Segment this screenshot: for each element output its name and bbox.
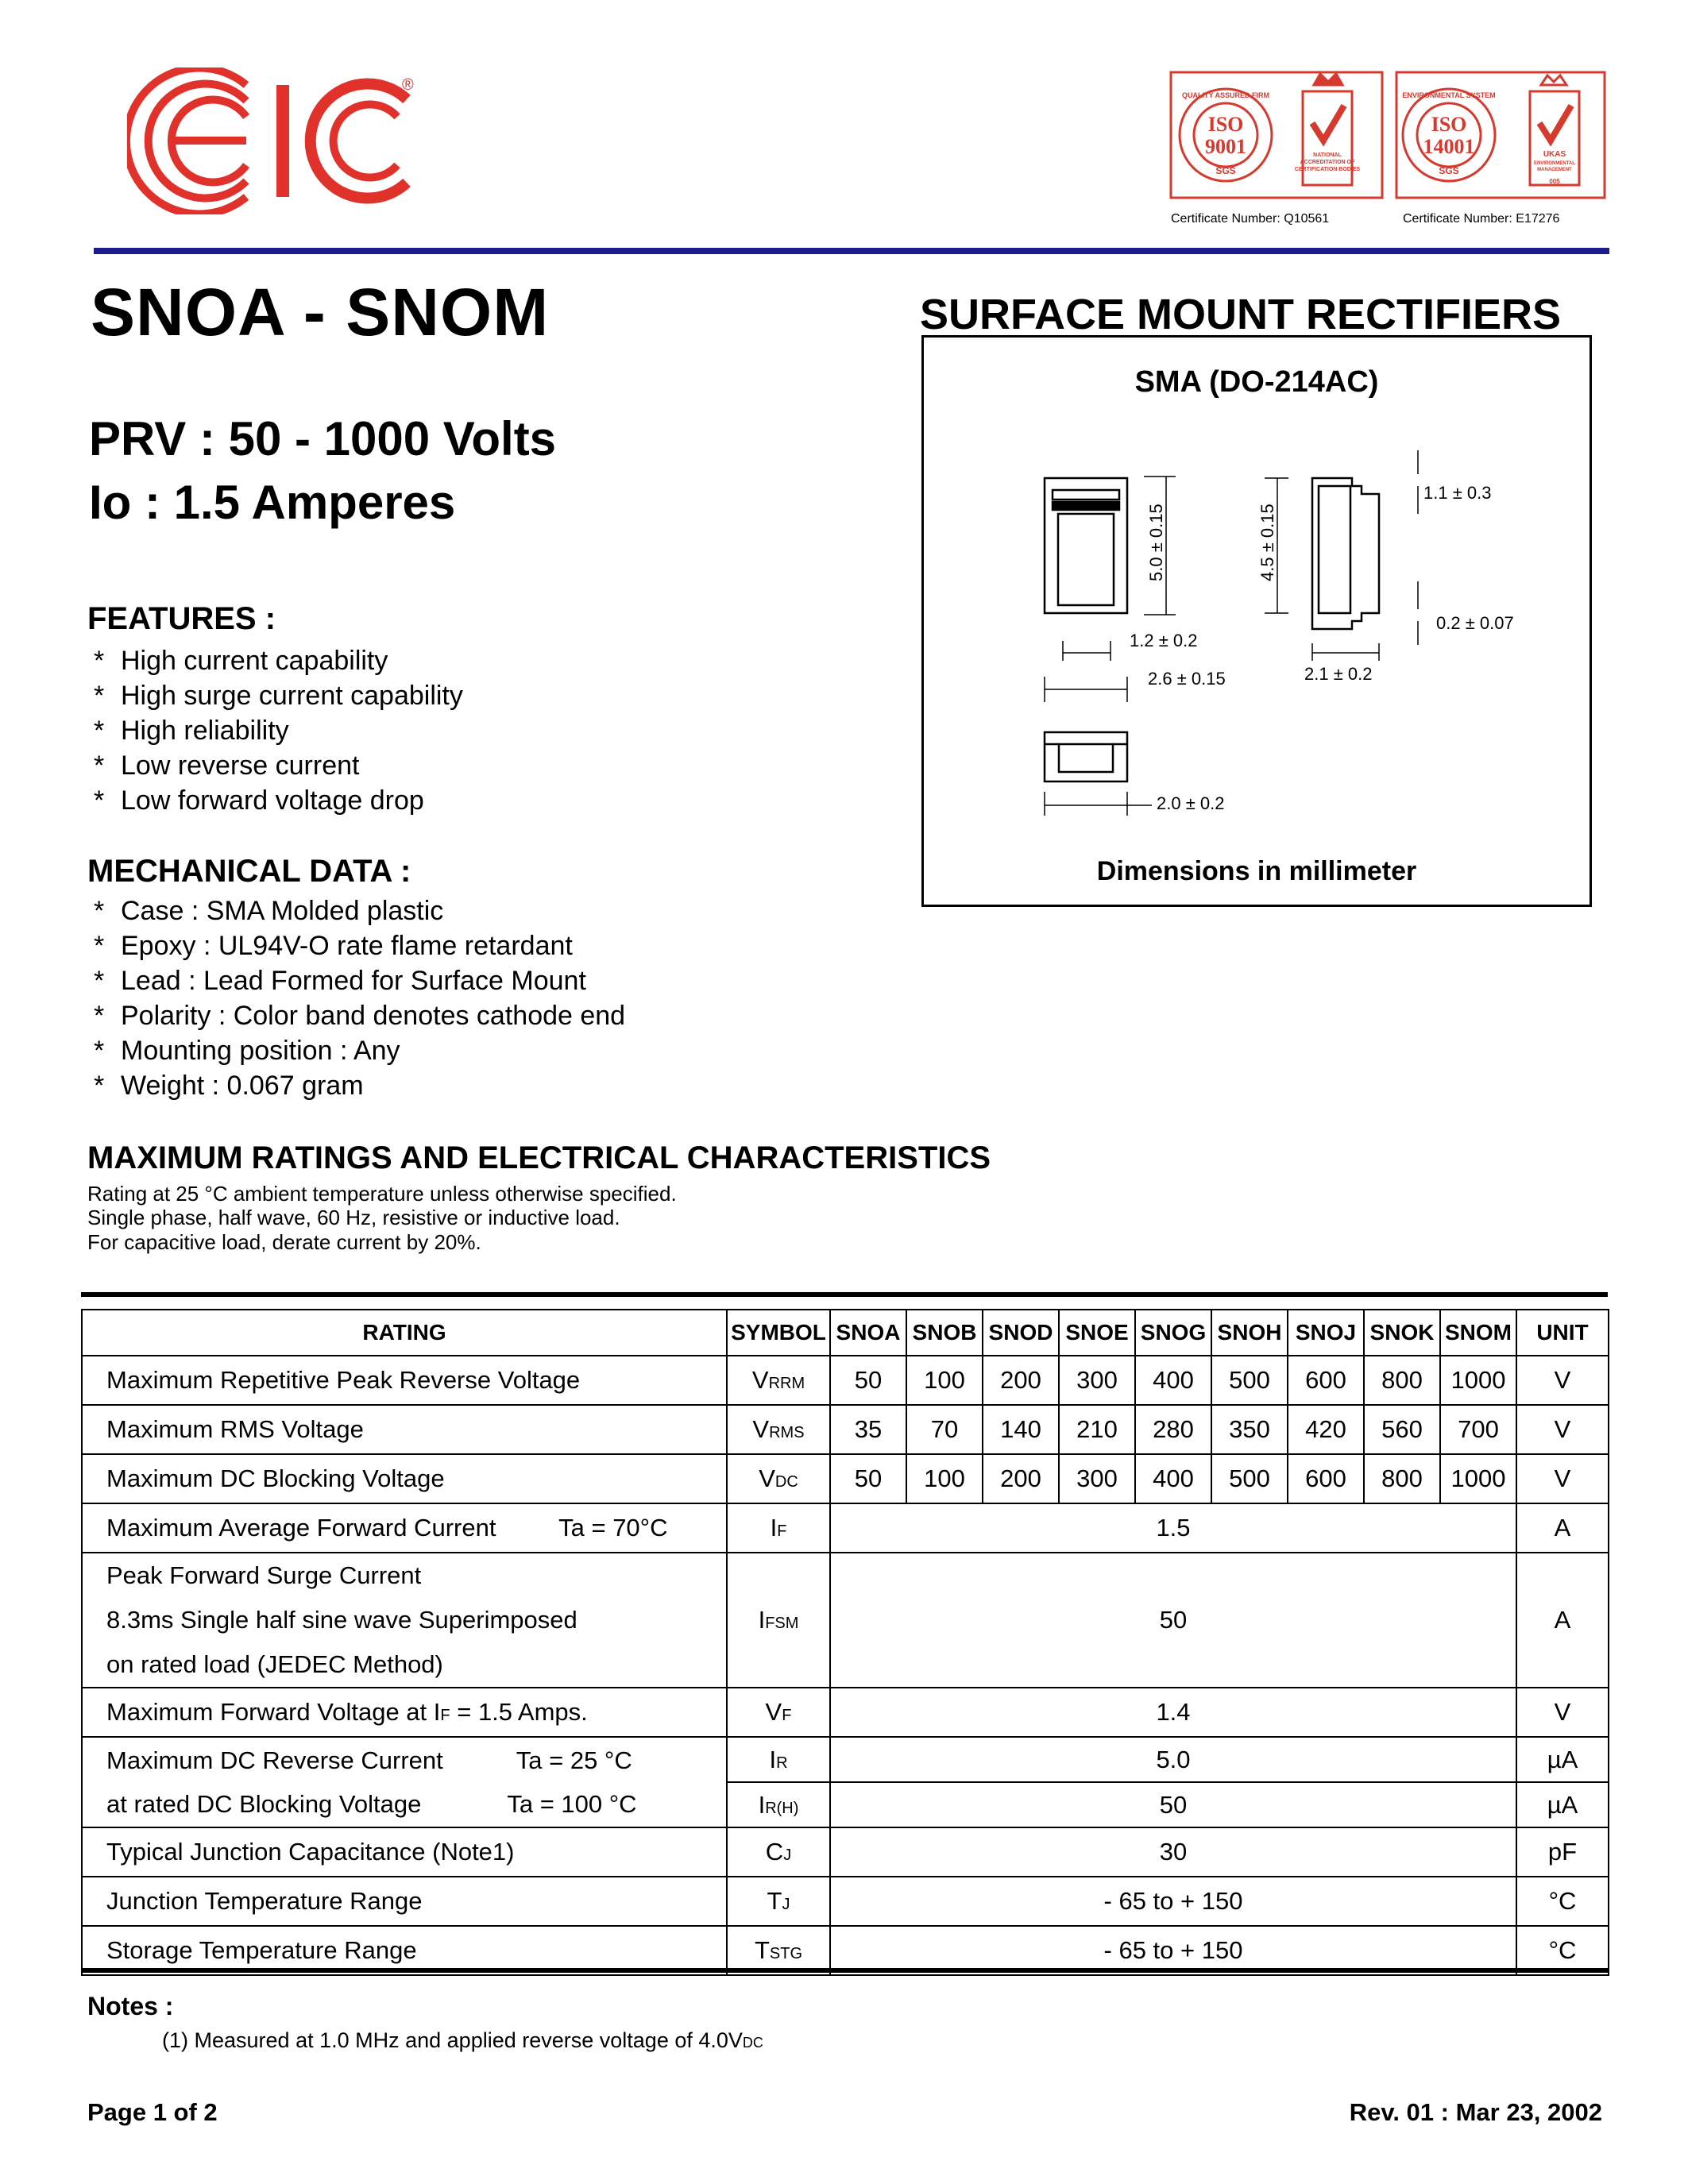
notes-title: Notes : — [87, 1992, 174, 2020]
table-header-row — [82, 1310, 1609, 1356]
ratings-title: MAXIMUM RATINGS AND ELECTRICAL CHARACTERISTICS — [87, 1140, 991, 1175]
package-drawing — [921, 335, 1592, 907]
list-item: * High surge current capability — [94, 681, 463, 711]
col-header: SNOM — [1440, 1310, 1516, 1356]
svg-text:9001: 9001 — [1205, 135, 1246, 158]
list-item: * Low forward voltage drop — [94, 785, 424, 816]
dim-lead-thick: 0.2 ± 0.07 — [1436, 613, 1514, 633]
list-item: * Mounting position : Any — [94, 1036, 400, 1066]
svg-text:ENVIRONMENTAL: ENVIRONMENTAL — [1534, 161, 1575, 166]
table-row: Storage Temperature Range TSTG - 65 to + 150 °C — [82, 1926, 1609, 1975]
svg-text:MANAGEMENT: MANAGEMENT — [1537, 168, 1572, 172]
svg-text:SGS: SGS — [1439, 165, 1459, 176]
table-bottom-bar — [81, 1968, 1608, 1973]
col-header: SNOH — [1211, 1310, 1288, 1356]
col-header: RATING — [82, 1310, 727, 1356]
table-row: Maximum RMS Voltage VRMS 35 70 140 210 280 350 420 560 700 V — [82, 1405, 1609, 1454]
features-title: FEATURES : — [87, 601, 276, 636]
certification-badges — [1166, 68, 1611, 234]
list-item: * Polarity : Color band denotes cathode end — [94, 1001, 626, 1031]
dim-side-width: 2.1 ± 0.2 — [1304, 664, 1373, 684]
header-divider — [94, 248, 1609, 254]
cert-number-e17276: Certificate Number: E17276 — [1403, 212, 1560, 226]
dim-height-body: 5.0 ± 0.15 — [1146, 504, 1166, 581]
svg-text:CERTIFICATION BODIES: CERTIFICATION BODIES — [1294, 167, 1361, 172]
table-row: Maximum DC Reverse Current Ta = 25 °C at rated DC Blocking Voltage Ta = 100 °C IR 5.0 µA — [82, 1737, 1609, 1782]
ring-text-iso9001: QUALITY ASSURED FIRM — [1181, 91, 1270, 99]
ratings-table — [81, 1309, 1609, 1976]
product-title: SNOA - SNOM — [91, 275, 550, 349]
package-dimensions-note: Dimensions in millimeter — [1096, 856, 1417, 886]
eic-logo — [127, 68, 421, 214]
col-header: SNOJ — [1288, 1310, 1364, 1356]
table-top-bar — [81, 1292, 1608, 1297]
io-spec: Io : 1.5 Amperes — [89, 476, 456, 529]
svg-text:UKAS: UKAS — [1543, 150, 1566, 159]
list-item: * Lead : Lead Formed for Surface Mount — [94, 966, 586, 996]
ring-text-iso14001: ENVIRONMENTAL SYSTEM — [1402, 91, 1496, 99]
condition-2: Single phase, half wave, 60 Hz, resistive or inductive load. — [87, 1206, 620, 1229]
list-item: * Epoxy : UL94V-O rate flame retardant — [94, 931, 573, 961]
table-row: Typical Junction Capacitance (Note1) CJ 30 pF — [82, 1827, 1609, 1877]
list-item: * Case : SMA Molded plastic — [94, 896, 444, 926]
cert-number-q10561: Certificate Number: Q10561 — [1171, 212, 1330, 226]
svg-text:005: 005 — [1549, 178, 1560, 185]
list-item: * High current capability — [94, 646, 388, 676]
features-list — [94, 643, 463, 818]
col-header: UNIT — [1516, 1310, 1609, 1356]
category-title: SURFACE MOUNT RECTIFIERS — [920, 291, 1562, 338]
note-1: (1) Measured at 1.0 MHz and applied reverse voltage of 4.0VDC — [162, 2028, 763, 2052]
dim-width: 2.6 ± 0.15 — [1148, 669, 1226, 689]
col-header: SNOA — [830, 1310, 906, 1356]
svg-text:SGS: SGS — [1215, 165, 1236, 176]
list-item: * Low reverse current — [94, 751, 360, 781]
table-row: Maximum Average Forward Current Ta = 70°C IF 1.5 A — [82, 1503, 1609, 1553]
col-header: SNOE — [1059, 1310, 1135, 1356]
svg-text:ISO: ISO — [1207, 113, 1244, 136]
dim-band: 1.2 ± 0.2 — [1130, 631, 1198, 650]
svg-text:ACCREDITATION OF: ACCREDITATION OF — [1300, 160, 1355, 165]
list-item: * High reliability — [94, 716, 289, 746]
svg-text:NATIONAL: NATIONAL — [1313, 152, 1342, 158]
table-row: Maximum Repetitive Peak Reverse Voltage VRRM 50 100 200 300 400 500 600 800 1000 V — [82, 1356, 1609, 1405]
table-row: IR(H) 50 µA — [82, 1782, 1609, 1827]
revision-date: Rev. 01 : Mar 23, 2002 — [1349, 2098, 1602, 2126]
svg-text:ISO: ISO — [1431, 113, 1467, 136]
dim-bottom-width: 2.0 ± 0.2 — [1157, 793, 1225, 813]
dim-height-side: 4.5 ± 0.15 — [1257, 504, 1277, 581]
svg-text:14001: 14001 — [1423, 135, 1475, 158]
page-number: Page 1 of 2 — [87, 2098, 218, 2126]
list-item: * Weight : 0.067 gram — [94, 1071, 364, 1101]
condition-3: For capacitive load, derate current by 20%. — [87, 1230, 481, 1254]
dim-lead-top: 1.1 ± 0.3 — [1423, 483, 1492, 503]
mechanical-title: MECHANICAL DATA : — [87, 854, 411, 889]
col-header: SNOD — [983, 1310, 1059, 1356]
table-row: Maximum DC Blocking Voltage VDC 50 100 200 300 400 500 600 800 1000 V — [82, 1454, 1609, 1503]
package-title: SMA (DO-214AC) — [1134, 365, 1379, 399]
condition-1: Rating at 25 °C ambient temperature unless otherwise specified. — [87, 1182, 677, 1206]
table-row: Peak Forward Surge Current 8.3ms Single half sine wave Superimposed on rated load (JEDEC Method) IFSM 50 A — [82, 1553, 1609, 1688]
col-header: SYMBOL — [727, 1310, 830, 1356]
table-row: Junction Temperature Range TJ - 65 to + 150 °C — [82, 1877, 1609, 1926]
col-header: SNOK — [1364, 1310, 1440, 1356]
registered-mark: ® — [402, 76, 414, 94]
table-row: Maximum Forward Voltage at IF = 1.5 Amps. VF 1.4 V — [82, 1688, 1609, 1737]
col-header: SNOG — [1135, 1310, 1211, 1356]
col-header: SNOB — [906, 1310, 983, 1356]
prv-spec: PRV : 50 - 1000 Volts — [89, 412, 557, 465]
mechanical-list — [94, 893, 625, 1103]
